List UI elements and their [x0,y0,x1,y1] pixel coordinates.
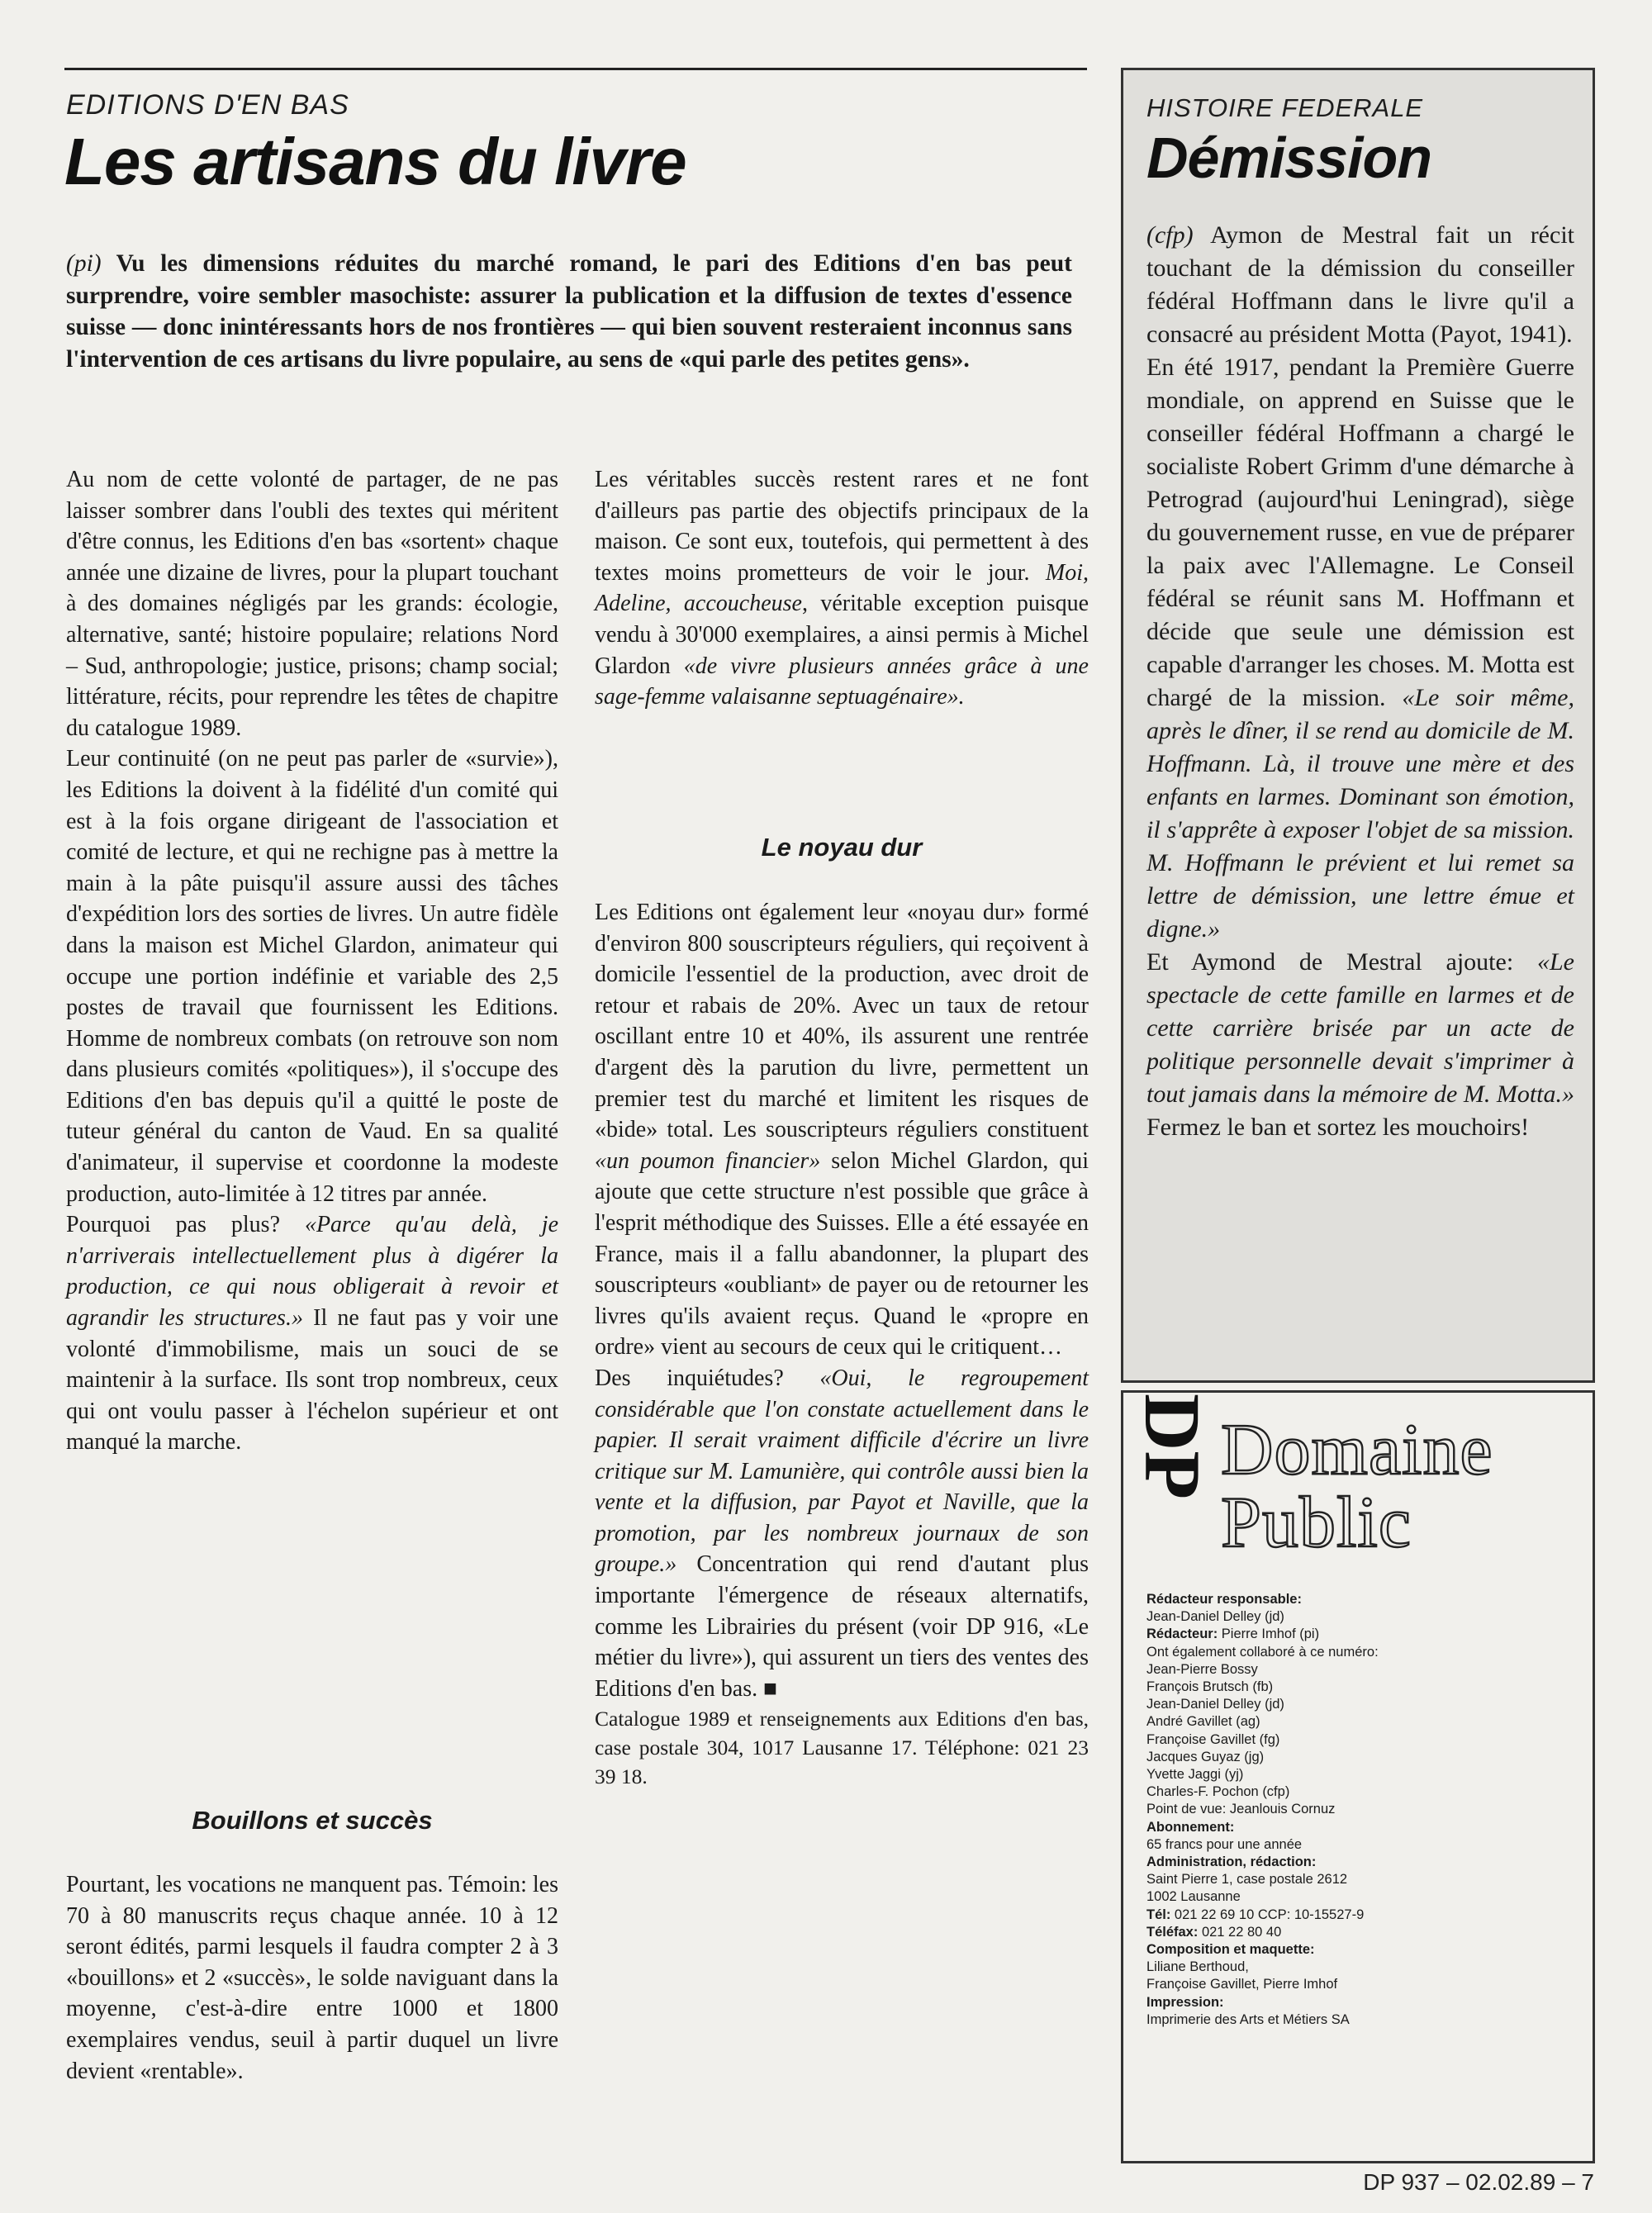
article-column-2 [595,464,1089,713]
credit-line [1146,1749,1581,1766]
sidebar-source: (cfp) [1146,221,1194,249]
book-title: Moi, Adeline, accoucheuse [595,559,1089,617]
text-run: selon Michel Glardon, qui ajoute que cette structure n'est possible que grâce à l'esprit méthodique des Suisses. Elle a été essayée en France, mais il a fallu abandonner, la plupart des souscripteurs «oubliant» de payer ou de retourner les livres qu'ils avaient reçus. Quand le «propre en ordre» vient au secours de ceux qui le critiquent… [595,1147,1089,1361]
text-run: Des inquiétudes? [595,1365,820,1391]
credit-label: Composition et maquette: [1146,1942,1315,1958]
sidebar-title: Démission [1146,126,1431,190]
text-run: Et Aymond de Mestral ajoute: [1146,948,1537,976]
sidebar-box [1121,68,1595,1383]
subhead-noyau: Le noyau dur [761,833,923,862]
top-rule [64,68,1087,70]
credit-line [1146,1941,1581,1959]
credit-line [1146,1713,1581,1731]
text-run: Les véritables succès restent rares et ne font d'ailleurs pas partie des objectifs principaux de la maison. Ce sont eux, toutefois, qui permettent à des textes moins prometteurs de voir le jour. [595,467,1089,586]
credit-line [1146,1819,1581,1836]
credit-text: Jean-Daniel Delley (jd) [1146,1609,1284,1625]
paragraph [1146,351,1574,946]
credit-line [1146,1888,1581,1906]
logo-domaine: Domaine [1221,1410,1493,1490]
subhead-bouillons: Bouillons et succès [192,1806,433,1835]
dp-logo-letters: DP [1128,1394,1217,1499]
paragraph [595,1363,1089,1705]
text-run: Aymon de Mestral fait un récit touchant de la démission du conseiller fédéral Hoffmann dans le livre qu'il a consacré au président Motta (Payot, 1941). [1146,221,1574,348]
paragraph [1146,219,1574,351]
credit-text: 021 22 80 40 [1198,1924,1282,1940]
credit-label: Téléfax: [1146,1924,1199,1940]
credit-label: Administration, rédaction: [1146,1854,1317,1870]
credit-label: Abonnement: [1146,1819,1235,1835]
credit-label: Tél: [1146,1907,1171,1922]
logo-public: Public [1221,1483,1412,1563]
quote: «Oui, le regroupement considérable que l'on constate actuellement dans le papier. Il serait vraiment difficile d'écrire un livre critique sur M. Lamunière, qui contrôle aussi bien la vente et la diffusion, par Payot et Naville, que la promotion, par les nombreux journaux de son groupe.» [595,1365,1089,1578]
credit-line [1146,1871,1581,1888]
credit-line [1146,1907,1581,1924]
credit-text: Françoise Gavillet, Pierre Imhof [1146,1977,1338,1992]
article-column-1-bottom [66,1869,558,2087]
credit-text: 021 22 69 10 CCP: 10-15527-9 [1170,1907,1365,1922]
paragraph [66,1209,558,1458]
article-column-1 [66,464,558,1458]
article-column-2-bottom [595,897,1089,1791]
paragraph: Fermez le ban et sortez les mouchoirs! [1146,1114,1530,1141]
credit-label: Rédacteur responsable: [1146,1592,1302,1607]
sidebar-body [1146,219,1574,1144]
text-run: , véritable exception puisque vendu à 30'000 exemplaires, a ainsi permis à Michel Glardon [595,591,1089,679]
article-kicker: EDITIONS D'EN BAS [66,89,349,121]
text-run: Il ne faut pas y voir une volonté d'immobilisme, mais un souci de se maintenir à la surface. Ils sont trop nombreux, ceux qui ont voulu passer à l'échelon supérieur et ont manqué la marche. [66,1305,559,1456]
page-folio: DP 937 – 02.02.89 – 7 [1363,2169,1594,2195]
credit-line [1146,1731,1581,1749]
article-title: Les artisans du livre [64,125,686,198]
credit-text: Jean-Daniel Delley (jd) [1146,1697,1284,1712]
masthead-box [1121,1390,1595,2163]
credit-line [1146,1994,1581,2011]
credit-line [1146,1679,1581,1696]
quote: «de vivre plusieurs années grâce à une sage-femme valaisanne septuagénaire». [595,653,1089,710]
credit-text: Imprimerie des Arts et Métiers SA [1146,2011,1350,2027]
quote: «Le spectacle de cette famille en larmes et de cette carrière brisée par un acte de politique personnelle devait s'imprimer à tout jamais dans la mémoire de M. Motta.» [1146,948,1575,1108]
credit-text: Yvette Jaggi (yj) [1146,1767,1244,1783]
credit-text: André Gavillet (ag) [1146,1714,1260,1730]
credit-text: 1002 Lausanne [1146,1889,1241,1905]
credit-line [1146,1801,1581,1818]
credit-text: Jacques Guyaz (jg) [1146,1749,1265,1764]
dp-logo-icon [1128,1394,1217,1566]
quote: «Le soir même, après le dîner, il se rend au domicile de M. Hoffmann. Là, il trouve une mère et des enfants en larmes. Dominant son émotion, il s'apprête à exposer l'objet de sa mission. M. Hoffmann le prévient et lui remet sa lettre de démission, une lettre émue et digne.» [1146,684,1574,943]
credit-text: Liliane Berthoud, [1146,1959,1249,1975]
paragraph: Au nom de cette volonté de partager, de ne pas laisser sombrer dans l'oubli des textes qui méritent d'être connus, les Editions d'en bas «sortent» chaque année une dizaine de livres, pour la plupart touchant à des domaines négligés par les grands: écologie, alternative, santé; histoire populaire; relations Nord – Sud, anthropologie; justice, prisons; champ social; littérature, récits, pour reprendre les têtes de chapitre du catalogue 1989. [66,467,558,741]
credit-line [1146,1591,1581,1608]
credit-line [1146,1696,1581,1713]
credit-label: Rédacteur: [1146,1627,1218,1642]
quote: «un poumon financier» [595,1147,821,1174]
credit-label: Impression: [1146,1994,1224,2010]
credit-line [1146,1608,1581,1626]
credit-line [1146,1626,1581,1643]
credit-text: Charles-F. Pochon (cfp) [1146,1784,1290,1800]
credit-line [1146,1924,1581,1941]
credit-text: 65 francs pour une année [1146,1836,1303,1852]
credit-text: Jean-Pierre Bossy [1146,1661,1258,1677]
credit-line [1146,1644,1581,1661]
credit-line [1146,1661,1581,1679]
credit-line [1146,1959,1581,1976]
text-run: En été 1917, pendant la Première Guerre mondiale, on apprend en Suisse que le conseiller fédéral Hoffmann a chargé le socialiste Robert Grimm d'une démarche à Petrograd (aujourd'hui Leningrad), siège du gouvernement russe, en vue de préparer la paix avec l'Allemagne. Le Conseil fédéral se réunit sans M. Hoffmann et décide que seule une démission est capable d'arranger les choses. M. Motta est chargé de la mission. [1146,354,1574,711]
paragraph: Leur continuité (on ne peut pas parler de «survie»), les Editions la doivent à la fidélité d'un comité qui est à la fois organe dirigeant de l'association et comité de lecture, et qui ne rechigne pas à mettre la main à la pâte puisqu'il assure aussi des tâches d'expédition lors des sorties de livres. Un autre fidèle dans la maison est Michel Glardon, animateur qui occupe une portion indéfinie et variable des 2,5 postes de travail que fournissent les Editions. Homme de nombreux combats (on retrouve son nom dans plusieurs comités «politiques»), il s'occupe des Editions d'en bas depuis qu'il a quitté le poste de tuteur général du canton de Vaud. En sa qualité d'animateur, il supervise et coordonne la modeste production, auto-limitée à 12 titres par année. [66,746,558,1207]
quote: «Parce qu'au delà, je n'arriverais intellectuellement plus à digérer la production, ce qui nous obligerait à revoir et agrandir les structures.» [66,1212,559,1332]
paragraph [1146,946,1574,1111]
credit-text: François Brutsch (fb) [1146,1679,1274,1695]
credit-line [1146,1783,1581,1801]
text-run: Les Editions ont également leur «noyau dur» formé d'environ 800 souscripteurs réguliers, qui reçoivent à domicile l'essentiel de la production, avec droit de retour et rabais de 20%. Avec un taux de retour oscillant entre 10 et 40%, ils assurent une rentrée d'argent dès la parution du livre, permettent un premier test du marché et limitent les risques de «bide» total. Les souscripteurs réguliers constituent [595,900,1089,1143]
article-lead [66,248,1072,375]
masthead-credits [1146,1591,1581,2029]
credit-line [1146,2011,1581,2029]
text-run: Pourquoi pas plus? [66,1212,305,1238]
text-run: Concentration qui rend d'autant plus importante l'émergence de réseaux alternatifs, comme les Librairies du présent (voir DP 916, «Le métier du livre»), qui assurent un tiers des ventes des Editions d'en bas. ■ [595,1551,1089,1702]
credit-line [1146,1854,1581,1871]
sidebar-kicker: HISTOIRE FEDERALE [1146,93,1424,122]
credit-line [1146,1836,1581,1854]
lead-text: Vu les dimensions réduites du marché romand, le pari des Editions d'en bas peut surprendre, voire sembler masochiste: assurer la publication et la diffusion de textes d'essence suisse — donc inintéressants hors de nos frontières — qui bien souvent resteraient inconnus sans l'intervention de ces artisans du livre populaire, au sens de «qui parle des petites gens». [66,250,1072,373]
lead-source: (pi) [66,250,102,277]
credit-text: Ont également collaboré à ce numéro: [1146,1644,1379,1660]
credit-line [1146,1766,1581,1783]
credit-text: Françoise Gavillet (fg) [1146,1731,1280,1747]
paragraph: Pourtant, les vocations ne manquent pas. Témoin: les 70 à 80 manuscrits reçus chaque année. 10 à 12 seront édités, parmi lesquels il faudra compter 2 à 3 «bouillons» et 2 «succès», le solde naviguant dans la moyenne, c'est-à-dire entre 1000 et 1800 exemplaires vendus, seuil à partir duquel un livre devient «rentable». [66,1872,558,2084]
credit-text: Pierre Imhof (pi) [1218,1627,1320,1642]
catalogue-note: Catalogue 1989 et renseignements aux Editions d'en bas, case postale 304, 1017 Lausanne 17. Téléphone: 021 23 39 18. [595,1707,1089,1789]
paragraph [595,897,1089,1363]
paragraph [595,464,1089,713]
credit-line [1146,1976,1581,1993]
credit-text: Saint Pierre 1, case postale 2612 [1146,1872,1348,1888]
credit-text: Point de vue: Jeanlouis Cornuz [1146,1802,1336,1817]
